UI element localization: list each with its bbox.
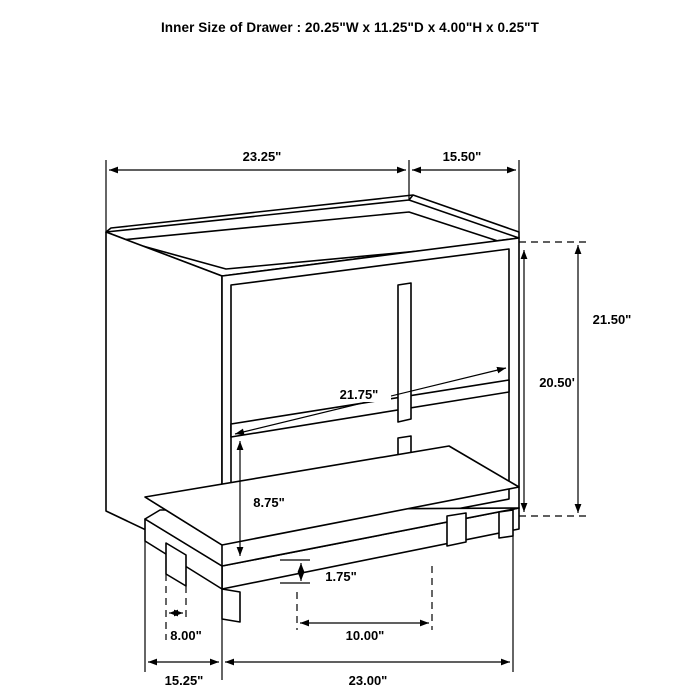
dim-label-top-side-depth: 15.50"	[442, 149, 482, 164]
page-title: Inner Size of Drawer : 20.25"W x 11.25"D x 4.00"H x 0.25"T	[160, 20, 540, 35]
dim-label-drawer-stack-height: 8.75"	[253, 495, 285, 510]
dim-label-foot-width: 8.00"	[170, 628, 202, 643]
dim-label-base-height: 1.75"	[325, 569, 357, 584]
dim-label-drawer-width: 21.75"	[339, 387, 379, 402]
leg-front-left	[222, 589, 240, 622]
upper-drawer-pull	[398, 283, 411, 422]
dim-label-base-depth: 15.25"	[164, 673, 204, 688]
dim-label-top-front-width: 23.25"	[242, 149, 282, 164]
dim-label-overall-height: 21.50"	[592, 312, 632, 327]
leg-rear-right	[499, 510, 513, 538]
leg-front-right	[447, 513, 466, 546]
dim-label-body-height: 20.50'	[539, 375, 575, 390]
dim-label-base-width: 23.00"	[348, 673, 388, 688]
dim-label-base-inner-width: 10.00"	[345, 628, 385, 643]
furniture-body	[106, 195, 519, 622]
